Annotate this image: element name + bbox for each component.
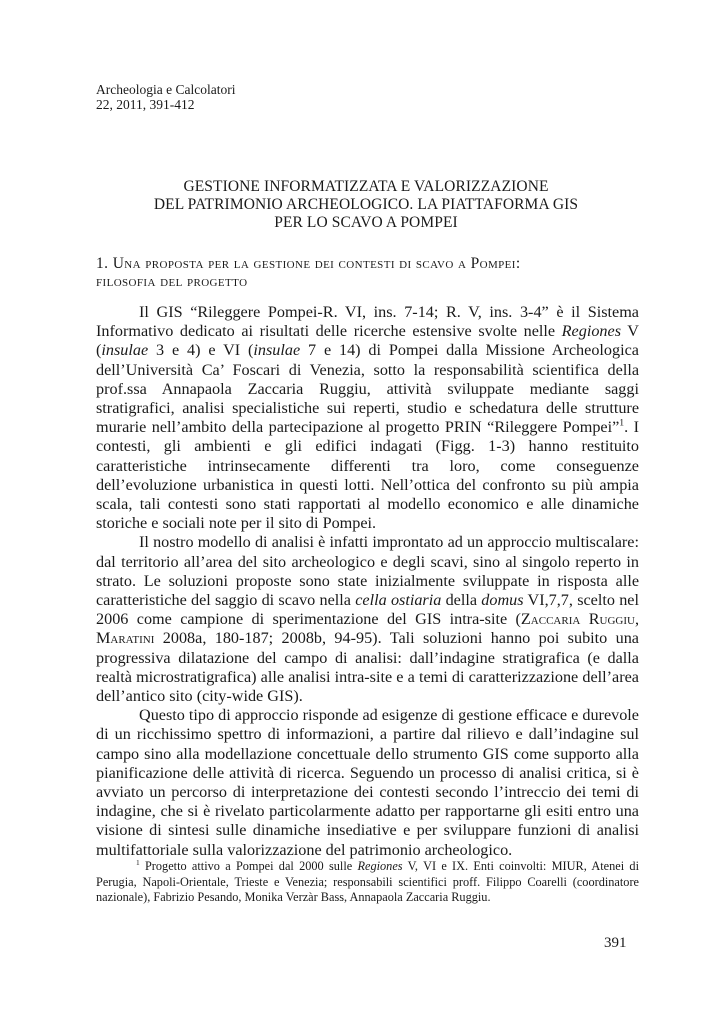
footnote-ref[interactable]: 1 — [619, 417, 625, 429]
title-line: DEL PATRIMONIO ARCHEOLOGICO. LA PIATTAFORMA GIS — [153, 196, 579, 213]
text-run: della — [441, 591, 482, 610]
citation-authors: Zaccaria Ruggiu, Maratini — [96, 610, 639, 648]
footnote — [96, 859, 639, 906]
italic-text: insulae — [101, 341, 149, 360]
italic-text: domus — [481, 591, 524, 610]
paragraph-2 — [96, 533, 639, 706]
footnote-number: 1 — [136, 857, 140, 867]
section-heading — [96, 255, 641, 291]
journal-name: Archeologia e Calcolatori — [96, 82, 236, 97]
italic-text: Regiones — [561, 322, 621, 341]
section-heading-line: filosofia del progetto — [96, 273, 248, 290]
italic-text: insulae — [253, 341, 301, 360]
journal-volume: 22, 2011, 391-412 — [96, 97, 195, 112]
text-run: 7 e 14) di Pompei dalla Missione Archeologica dell’Università Ca’ Foscari di Venezia, sotto la responsabilità scientifica della prof.ssa Annapaola Zaccaria Ruggiu, attività sviluppate mediante saggi stratigrafici, analisi specialistiche sui reperti, studio e schedatura delle strutture murarie nell’ambito della partecipazione al progetto PRIN “Rileggere Pompei” — [96, 341, 639, 437]
text-run: V ( — [96, 322, 639, 360]
text-run: VI,7,7, scelto nel 2006 come campione di sperimentazione del GIS intra-site ( — [96, 591, 639, 629]
text-run: Progetto attivo a Pompei dal 2000 sulle — [139, 859, 358, 873]
text-run: . I contesti, gli ambienti e gli edifici indagati (Figg. 1-3) hanno restituito caratteristiche intrinsecamente differenti tra loro, come conseguenze dell’evoluzione urbanistica in questi lotti. Nell’ottica del confronto su più ampia scala, tali contesti sono stati rapportati al modello economico e alle dinamiche storiche e sociali note per il sito di Pompei. — [96, 418, 639, 533]
text-run: Il GIS “Rileggere Pompei-R. VI, ins. 7-14; R. V, ins. 3-4” è il Sistema Informativo dedicato ai risultati delle ricerche estensive svolte nelle — [96, 303, 639, 341]
journal-header — [96, 82, 235, 112]
italic-text: cella ostiaria — [355, 591, 442, 610]
title-line: GESTIONE INFORMATIZZATA E VALORIZZAZIONE — [183, 178, 549, 195]
page-number: 391 — [604, 935, 627, 951]
article-title — [96, 178, 636, 232]
paragraph-1 — [96, 303, 639, 533]
text-run: Il nostro modello di analisi è infatti improntato ad un approccio multiscalare: dal territorio all’area del sito archeologico e degli scavi, sino al singolo reperto in strato. Le soluzioni proposte sono state inizialmente sviluppate in risposta alle caratteristiche del saggio di scavo nella — [96, 533, 639, 610]
paragraph-3: Questo tipo di approccio risponde ad esigenze di gestione efficace e durevole di un ricchissimo spettro di informazioni, a partire dal rilievo e dall’indagine sul campo sino alla modellazione concettuale dello strumento GIS come supporto alla pianificazione delle attività di ricerca. Seguendo un processo di analisi critica, si è avviato un percorso di interpretazione dei contesti secondo l’intreccio dei temi di indagine, che si è rivelato particolarmente adatto per rapportarne gli esiti entro una visione di sintesi sulle dinamiche insediative e per sviluppare funzioni di analisi multifattoriale sulla valorizzazione del patrimonio archeologico. — [96, 706, 639, 859]
footnote-text — [96, 859, 639, 906]
text-run: V, VI e IX. Enti coinvolti: MIUR, Atenei di Perugia, Napoli-Orientale, Trieste e Venezia; responsabili scientifici proff. Filippo Coarelli (coordinatore nazionale), Fabrizio Pesando, Monika Verzàr Bass, Annapaola Zaccaria Ruggiu. — [96, 859, 639, 904]
section-heading-line: 1. Una proposta per la gestione dei contesti di scavo a Pompei: — [96, 255, 521, 272]
body-text — [96, 303, 639, 860]
italic-text: Regiones — [357, 859, 403, 873]
title-line: PER LO SCAVO A POMPEI — [274, 214, 458, 231]
text-run: 3 e 4) e VI ( — [148, 341, 254, 360]
text-run: 2008a, 180-187; 2008b, 94-95). Tali soluzioni hanno poi subito una progressiva dilatazione del campo di analisi: dall’indagine stratigrafica (e dalla realtà microstratigrafica) alle analisi intra-site e a temi di caratterizzazione dell’area dell’antico sito (city-wide GIS). — [96, 629, 639, 706]
